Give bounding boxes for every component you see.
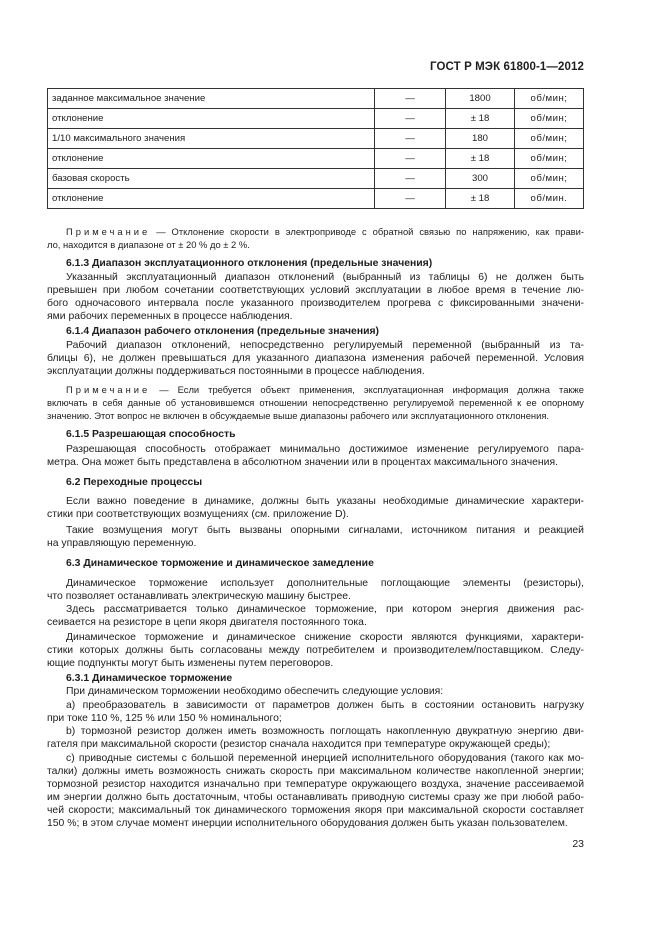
note-line: ло, находится в диапазоне от ± 20 % до ± 2 %.	[47, 238, 250, 250]
table-row	[48, 169, 584, 189]
paragraph-line: тормозной резистор находится изначально при температуре окружающего воздуха, значение рассеиваемой	[47, 778, 584, 790]
table-row	[48, 109, 584, 129]
paragraph-line: при токе 110 %, 125 % или 150 % номинального;	[47, 712, 282, 724]
section-heading: 6.2 Переходные процессы	[66, 476, 203, 488]
paragraph-line: ющие подпункты могут быть изменены путем переговоров.	[47, 657, 334, 669]
paragraph-line: бого одночасового интервала после указанного производителем прогрева с фиксированными значени-	[47, 297, 584, 309]
paragraph-line: Такие возмущения могут быть вызваны опорными сигналами, источником питания и реакцией	[66, 524, 584, 536]
paragraph-line: чей скорости; максимальный ток динамического торможения якоря при максимальной скорости составляет	[47, 804, 584, 816]
parameter-cell: отклонение	[48, 109, 375, 129]
paragraph-line: стики которых должны быть согласованы между потребителем и производителем/поставщиком. Следу-	[47, 644, 584, 656]
unit-cell: об/мин;	[515, 129, 584, 149]
paragraph-line: c) приводные системы с большой переменной инерцией исполнительного оборудования (такого как мо-	[66, 752, 584, 764]
value-cell: 180	[446, 129, 515, 149]
value-cell: 1800	[446, 89, 515, 109]
section-heading: 6.3.1 Динамическое торможение	[66, 672, 233, 684]
paragraph-line: Разрешающая способность отображает минимально достижимое изменение регулируемого пара-	[66, 443, 584, 455]
section-heading: 6.3 Динамическое торможение и динамическое замедление	[66, 557, 374, 569]
table-row	[48, 189, 584, 209]
value-cell: ± 18	[446, 109, 515, 129]
section-heading: 6.1.3 Диапазон эксплуатационного отклонения (предельные значения)	[66, 257, 433, 269]
document-header: ГОСТ Р МЭК 61800-1—2012	[430, 61, 584, 73]
paragraph-line: эксплуатации должны поддерживаться постоянными в процессе наблюдения.	[47, 365, 425, 377]
table-row	[48, 129, 584, 149]
value-cell: ± 18	[446, 149, 515, 169]
table-row	[48, 89, 584, 109]
dash-cell: —	[375, 89, 446, 109]
parameter-cell: 1/10 максимального значения	[48, 129, 375, 149]
paragraph-line: метра. Она может быть представлена в абсолютном значении или в процентах максимального значения.	[47, 456, 558, 468]
speed-table	[47, 88, 584, 209]
note-line: Примечание — Если требуется объект применения, эксплуатационная информация должна также	[66, 383, 584, 395]
paragraph-line: сеивается на резисторе в цепи якоря двигателя постоянного тока.	[47, 616, 367, 628]
paragraph-line: гателя при максимальной скорости (резистор сначала находится при температуре окружающей среды);	[47, 738, 551, 750]
unit-cell: об/мин;	[515, 109, 584, 129]
table-row	[48, 149, 584, 169]
paragraph-line: талки) должны иметь возможность снижать скорость при максимальном количестве накопленной энергии;	[47, 765, 584, 777]
paragraph-line: b) тормозной резистор должен иметь возможность поглощать накопленную двукратную энергию дви-	[66, 725, 584, 737]
note-label: Примечание	[66, 383, 151, 395]
section-heading: 6.1.5 Разрешающая способность	[66, 428, 236, 440]
unit-cell: об/мин;	[515, 169, 584, 189]
paragraph-line: При динамическом торможении необходимо обеспечить следующие условия:	[66, 685, 444, 697]
paragraph-line: ями рабочих переменных в процессе наблюдения.	[47, 310, 293, 322]
dash-cell: —	[375, 149, 446, 169]
note-label: Примечание	[66, 225, 151, 237]
unit-cell: об/мин;	[515, 149, 584, 169]
paragraph-line: Если важно поведение в динамике, должны быть указаны необходимые динамические характери-	[66, 495, 584, 507]
paragraph-line: Указанный эксплуатационный диапазон отклонений (выбранный из таблицы 6) не должен быть	[66, 271, 584, 283]
note-line: Примечание — Отклонение скорости в электроприводе с обратной связью по напряжению, как прави-	[66, 225, 584, 237]
paragraph-line: им энергии должно быть достаточным, чтобы останавливать приводную системы сразу же при любой рабо-	[47, 791, 584, 803]
parameter-cell: базовая скорость	[48, 169, 375, 189]
paragraph-line: блицы 6), не должен превышаться для указанного диапазона изменения рабочей переменной. Условия	[47, 352, 584, 364]
paragraph-line: a) преобразователь в зависимости от параметров должен быть в состоянии остановить нагрузку	[66, 699, 584, 711]
parameter-cell: заданное максимальное значение	[48, 89, 375, 109]
paragraph-line: Рабочий диапазон отклонений, непосредственно регулируемый переменной (выбранный из та-	[66, 339, 584, 351]
unit-cell: об/мин;	[515, 89, 584, 109]
parameter-cell: отклонение	[48, 149, 375, 169]
paragraph-line: Динамическое торможение использует дополнительные поглощающие элементы (резисторы),	[66, 577, 584, 589]
section-heading: 6.1.4 Диапазон рабочего отклонения (предельные значения)	[66, 325, 380, 337]
paragraph-line: Здесь рассматривается только динамическое торможение, при котором энергия движения рас-	[66, 603, 584, 615]
paragraph-line: Динамическое торможение и динамическое снижение скорости являются функциями, характери-	[66, 631, 584, 643]
page-number: 23	[572, 838, 584, 850]
paragraph-line: стики при соответствующих возмущениях (см. приложение D).	[47, 508, 349, 520]
value-cell: ± 18	[446, 189, 515, 209]
unit-cell: об/мин.	[515, 189, 584, 209]
dash-cell: —	[375, 129, 446, 149]
note-line: включать в себя данные об установившемся отношении непосредственно регулируемой переменной к ее опорному	[47, 396, 584, 408]
value-cell: 300	[446, 169, 515, 189]
dash-cell: —	[375, 169, 446, 189]
parameter-cell: отклонение	[48, 189, 375, 209]
note-line: значению. Этот вопрос не включен в обсуждаемые выше диапазоны рабочего или эксплуатационного отклонения.	[47, 409, 550, 421]
dash-cell: —	[375, 189, 446, 209]
paragraph-line: 150 %; в этом случае момент инерции исполнительного оборудования должен быть указан пользователем.	[47, 817, 568, 829]
paragraph-line: на управляющую переменную.	[47, 537, 197, 549]
paragraph-line: превышен при любом сочетании соответствующих условий эксплуатации в любое время в течение лю-	[47, 284, 584, 296]
dash-cell: —	[375, 109, 446, 129]
paragraph-line: что позволяет останавливать электрическую машину быстрее.	[47, 590, 351, 602]
